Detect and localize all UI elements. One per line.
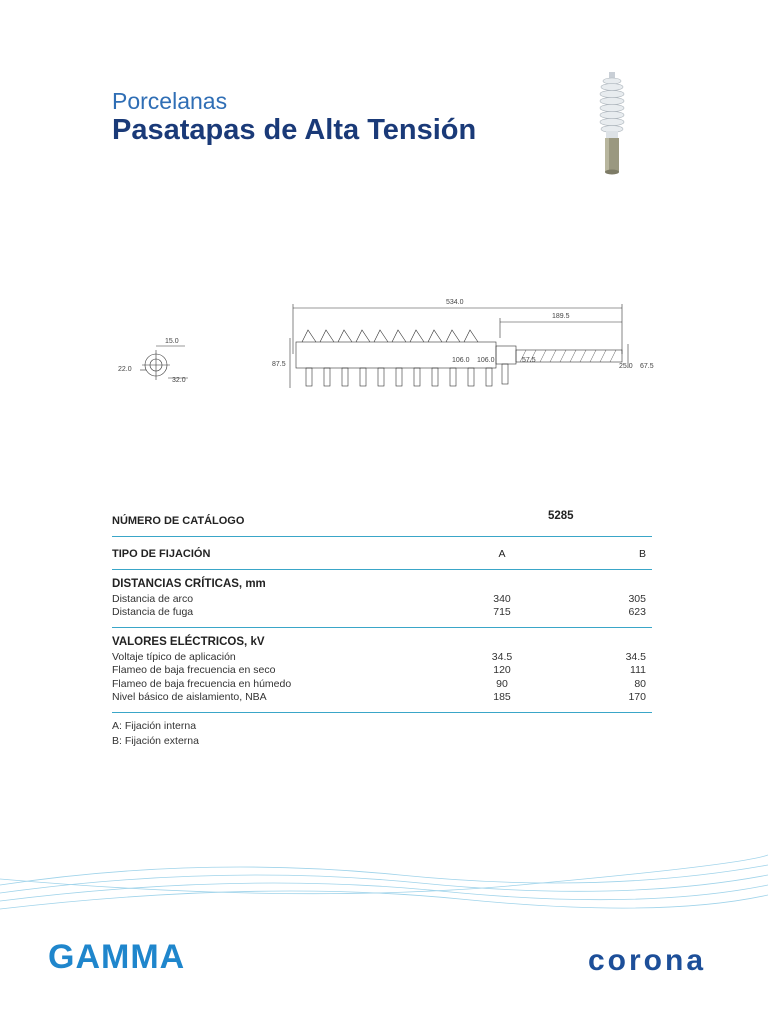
section-title: VALORES ELÉCTRICOS, kV xyxy=(112,636,265,648)
divider xyxy=(112,712,652,713)
row-value-b: 305 xyxy=(628,592,646,605)
page-title: Pasatapas de Alta Tensión xyxy=(112,114,477,146)
divider xyxy=(112,627,652,628)
dim-end-a: 15.0 xyxy=(165,338,179,345)
fixing-label: TIPO DE FIJACIÓN xyxy=(112,548,211,560)
row-label: Distancia de fuga xyxy=(112,606,194,619)
category-title: Porcelanas xyxy=(112,88,228,114)
col-b-header: B xyxy=(638,548,646,560)
row-value-b: 170 xyxy=(628,691,646,704)
technical-drawing xyxy=(110,290,660,400)
table-row xyxy=(112,606,652,620)
divider xyxy=(112,569,652,570)
table-row xyxy=(112,592,652,606)
note-b: B: Fijación externa xyxy=(112,735,199,747)
catalog-label: NÚMERO DE CATÁLOGO xyxy=(112,515,245,527)
row-value-b: 34.5 xyxy=(625,650,646,663)
corona-logo: corona xyxy=(588,944,707,977)
catalog-row xyxy=(112,510,652,532)
table-row xyxy=(112,664,652,678)
row-value-a: 715 xyxy=(493,606,511,619)
row-value-a: 120 xyxy=(493,664,511,677)
dim-tip-dia: 25.0 xyxy=(619,363,633,370)
divider xyxy=(112,536,652,537)
dim-shoulder: 57.5 xyxy=(522,357,536,364)
dim-pitch-2: 106.0 xyxy=(477,357,495,364)
row-value-a: 340 xyxy=(493,592,511,605)
spec-table xyxy=(112,510,652,749)
dim-end-c: 32.0 xyxy=(172,377,186,384)
row-value-a: 90 xyxy=(496,677,508,690)
dim-terminal-length: 189.5 xyxy=(552,313,570,320)
row-value-b: 111 xyxy=(630,664,646,677)
table-row xyxy=(112,650,652,664)
dim-height-right: 67.5 xyxy=(640,363,654,370)
dim-pitch-1: 106.0 xyxy=(452,357,470,364)
row-label: Flameo de baja frecuencia en húmedo xyxy=(112,677,292,690)
table-row xyxy=(112,691,652,705)
row-value-a: 34.5 xyxy=(491,650,513,663)
dim-end-b: 22.0 xyxy=(118,366,132,373)
row-label: Flameo de baja frecuencia en seco xyxy=(112,664,276,677)
row-value-b: 80 xyxy=(634,677,646,690)
notes xyxy=(112,719,652,749)
row-label: Nivel básico de aislamiento, NBA xyxy=(112,691,267,704)
table-row xyxy=(112,677,652,691)
section-title: DISTANCIAS CRÍTICAS, mm xyxy=(112,578,266,590)
bushing-illustration xyxy=(596,72,630,178)
catalog-value: 5285 xyxy=(548,510,574,522)
dim-total-length: 534.0 xyxy=(446,299,464,306)
gamma-logo: GAMMA xyxy=(48,938,186,976)
fixing-row xyxy=(112,543,652,565)
row-value-b: 623 xyxy=(628,606,646,619)
row-label: Voltaje típico de aplicación xyxy=(112,650,236,663)
note-a: A: Fijación interna xyxy=(112,720,197,732)
dim-height-left: 87.5 xyxy=(272,361,286,368)
row-label: Distancia de arco xyxy=(112,592,194,605)
row-value-a: 185 xyxy=(493,691,511,704)
col-a-header: A xyxy=(498,548,506,560)
